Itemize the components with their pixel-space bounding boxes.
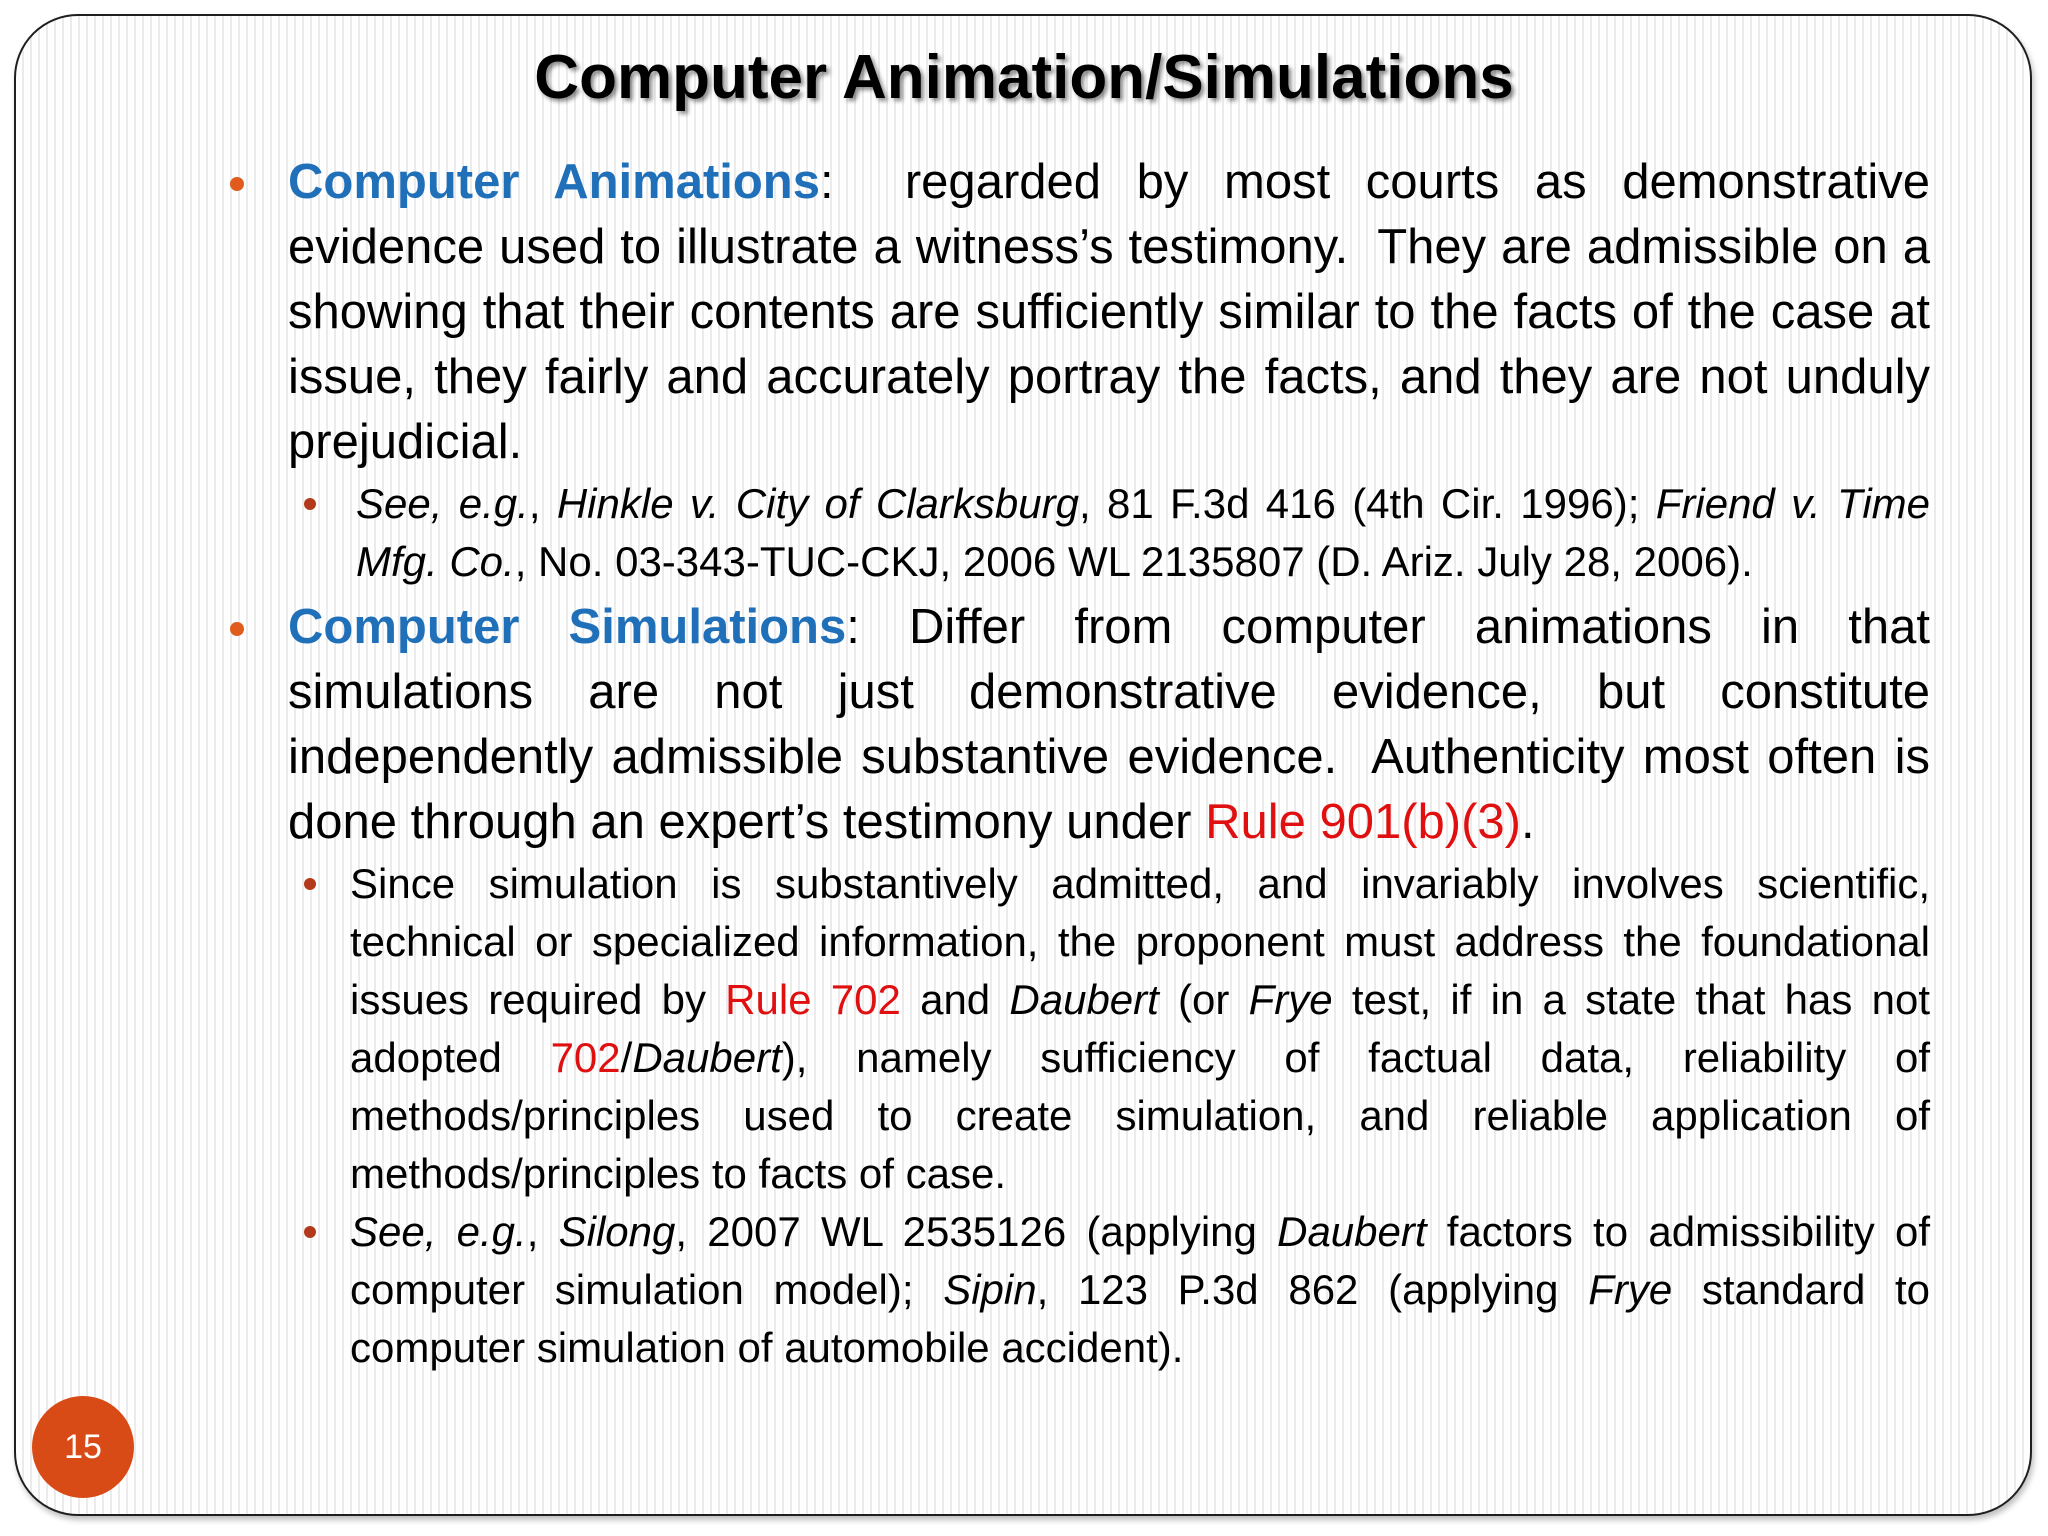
- case-name: Friend v. Time Mfg. Co.: [356, 480, 1931, 585]
- case-name: Silong: [558, 1208, 676, 1255]
- case-name: Frye: [1248, 976, 1333, 1023]
- case-name: Daubert: [1277, 1208, 1427, 1255]
- bullet-computer-animations: [220, 150, 1944, 475]
- case-name: Daubert: [632, 1034, 782, 1081]
- sub-bullet-text: /: [620, 1034, 633, 1081]
- slide-title: Computer Animation/Simulations: [534, 43, 1514, 112]
- bullet-colon: :: [820, 155, 834, 209]
- bullet-dot-icon: [230, 622, 244, 636]
- slide-content: [220, 150, 1944, 1377]
- rule-reference: 702: [550, 1034, 621, 1081]
- case-name: Frye: [1588, 1266, 1673, 1313]
- bullet-dot-icon: [230, 177, 244, 191]
- citation-text: ,: [528, 480, 557, 527]
- bullet-computer-simulations: [220, 595, 1944, 855]
- sub-bullet-text: test, if in a state that has not adopted: [350, 976, 1930, 1081]
- page-number-badge: 15: [32, 1396, 134, 1498]
- term-computer-animations: Computer Animations: [288, 155, 820, 209]
- sub-bullet-text: and: [900, 976, 1010, 1023]
- citation-text: factors to admissibility of computer simulation model);: [350, 1208, 1930, 1313]
- term-computer-simulations: Computer Simulations: [288, 600, 847, 654]
- citation-text: , 2007 WL 2535126 (applying: [675, 1208, 1278, 1255]
- sub-bullet-dot-icon: [304, 498, 316, 510]
- sub-bullet-text: Since simulation is substantively admitted, and invariably involves scientific, technical or specialized information, the proponent must address the foundational issues required by: [350, 860, 1930, 1023]
- citation-signal: See, e.g.: [350, 1208, 527, 1255]
- citation-text: , 123 P.3d 862 (applying: [1036, 1266, 1589, 1313]
- bullet-text: regarded by most courts as demonstrative evidence used to illustrate a witness’s testimony. They are admissible on a showing that their contents are sufficiently similar to the facts of the case at issue, they fairly and accurately portray the facts, and they are not unduly prejudicial.: [288, 155, 1944, 469]
- sub-bullet-animation-citations: [220, 475, 1930, 591]
- rule-reference: Rule 702: [725, 976, 901, 1023]
- sub-bullet-text: ), namely sufficiency of factual data, reliability of methods/principles used to create simulation, and reliable application of methods/principles to facts of case.: [350, 1034, 1930, 1197]
- sub-bullet-dot-icon: [304, 1226, 316, 1238]
- bullet-colon: :: [846, 600, 860, 654]
- sub-bullet-simulation-citations: [220, 1203, 1930, 1377]
- citation-text: ,: [526, 1208, 559, 1255]
- citation-text: , 81 F.3d 416 (4th Cir. 1996);: [1078, 480, 1656, 527]
- sub-bullet-dot-icon: [304, 878, 316, 890]
- citation-signal: See, e.g.: [356, 480, 529, 527]
- bullet-end: .: [1521, 795, 1535, 849]
- rule-reference: Rule 901(b)(3): [1205, 795, 1521, 849]
- case-name: Daubert: [1009, 976, 1159, 1023]
- citation-text: standard to computer simulation of automobile accident).: [350, 1266, 1930, 1371]
- sub-bullet-simulation-foundation: [220, 855, 1930, 1203]
- bullet-text: Differ from computer animations in that simulations are not just demonstrative evidence, but constitute independently admissible substantive evidence. Authenticity most often is done through an expert’s testimony under: [288, 600, 1944, 849]
- case-name: Hinkle v. City of Clarksburg: [556, 480, 1079, 527]
- citation-text: , No. 03-343-TUC-CKJ, 2006 WL 2135807 (D. Ariz. July 28, 2006).: [514, 538, 1753, 585]
- sub-bullet-text: (or: [1158, 976, 1249, 1023]
- case-name: Sipin: [943, 1266, 1037, 1313]
